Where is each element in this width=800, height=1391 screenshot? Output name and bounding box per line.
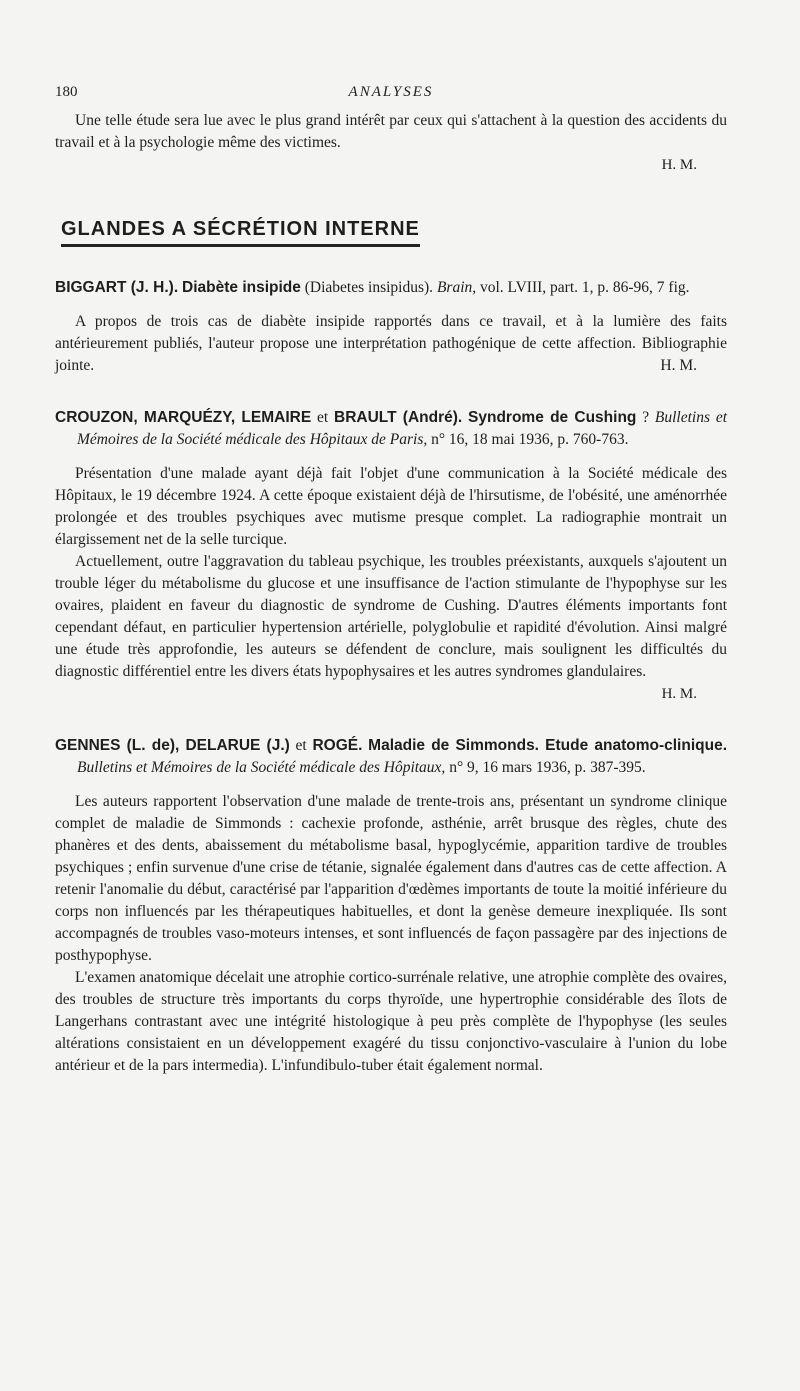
- reference-authors: GENNES (L. de), DELARUE (J.): [55, 737, 290, 754]
- reference-authors: BIGGART (J. H.).: [55, 279, 179, 296]
- reference: [55, 735, 727, 779]
- reference-authors-2: BRAULT (André).: [334, 409, 463, 426]
- intro-paragraph: Une telle étude sera lue avec le plus grand intérêt par ceux qui s'attachent à la question des accidents du travail et à la psychologie même des victimes.: [55, 112, 727, 151]
- review-paragraph: Présentation d'une malade ayant déjà fait l'objet d'une communication à la Société médicale des Hôpitaux, le 19 décembre 1924. A cette époque existaient déjà de l'hirsutisme, de l'obésité, une aménorrhée prolongée et des troubles psychiques avec mutisme presque complet. La radiographie montrait un élargissement net de la selle turcique.: [55, 465, 727, 548]
- reference-citation: vol. LVIII, part. 1, p. 86-96, 7 fig.: [476, 279, 690, 296]
- running-title: ANALYSES: [348, 84, 434, 100]
- reference-citation: n° 16, 18 mai 1936, p. 760-763.: [427, 431, 629, 448]
- page: [55, 84, 727, 1077]
- review-entry-gennes: [55, 735, 727, 1077]
- reference-journal: Brain,: [436, 279, 477, 296]
- reference: [55, 407, 727, 451]
- section-title: GLANDES A SÉCRÉTION INTERNE: [61, 218, 420, 247]
- reference-journal: Bulletins et Mémoires de la Société médicale des Hôpitaux,: [77, 759, 446, 776]
- reference-authors: CROUZON, MARQUÉZY, LEMAIRE: [55, 409, 312, 426]
- review-paragraph: A propos de trois cas de diabète insipide rapportés dans ce travail, et à la lumière des faits antérieurement publiés, l'auteur propose une interprétation pathogénique de cette affection. Bibliographie jointe. H. M.: [55, 311, 727, 377]
- review-paragraph: Les auteurs rapportent l'observation d'une malade de trente-trois ans, présentant un syndrome clinique complet de maladie de Simmonds : cachexie profonde, asthénie, arrêt brusque des règles, chute des phanères et des dents, abaissement du métabolisme basal, hypoglycémie, apparition tardive de troubles psychiques ; enfin survenue d'une crise de tétanie, signalée également dans d'autres cas de cette affection. A retenir l'anomalie du début, caractérisé par l'apparition d'œdèmes importants de toute la moitié inférieure du corps non influencés par les thérapeutiques habituelles, et dont la genèse demeure inexpliquée. Ils sont accompagnés de troubles vaso-moteurs intenses, et sont influencés de façon passagère par des injections de posthypophyse.: [55, 793, 727, 964]
- review-signature: H. M.: [661, 686, 697, 702]
- review-entry-crouzon: [55, 407, 727, 705]
- reference-authors-and: et: [289, 737, 313, 754]
- review-signature: H. M.: [660, 357, 697, 374]
- reference: [55, 277, 727, 299]
- reference-title: Diabète insipide: [182, 279, 301, 296]
- running-head: [55, 84, 727, 110]
- reference-authors-2: ROGÉ.: [312, 737, 363, 754]
- review-paragraph: Actuellement, outre l'aggravation du tableau psychique, les troubles préexistants, auxquels s'ajoutent un trouble léger du métabolisme du glucose et une insuffisance de l'action stimulante de l'hypophyse sur les ovaires, plaident en faveur du diagnostic de syndrome de Cushing. D'autres éléments importants font cependant défaut, en particulier hypertension artérielle, polyglobulie et rapidité d'évolution. Ainsi malgré une étude très approfondie, les auteurs se défendent de conclure, mais soulignent les difficultés du diagnostic différentiel entre les divers états hypophysaires et les autres syndromes glandulaires.: [55, 553, 727, 680]
- review-paragraph: L'examen anatomique décelait une atrophie cortico-surrénale relative, une atrophie complète des ovaires, des troubles de structure très importants du corps thyroïde, une hypertrophie considérable des îlots de Langerhans contrastant avec une intégrité histologique à peu près complète de l'hypophyse (les seules altérations consistaient en un développement exagéré du tissu conjonctivo-vasculaire à l'union du lobe antérieur et de la pars intermedia). L'infundibulo-tuber était également normal.: [55, 969, 727, 1074]
- intro-signature: H. M.: [661, 157, 697, 173]
- reference-subtitle: (Diabetes insipidus).: [300, 279, 437, 296]
- review-entry-biggart: [55, 277, 727, 377]
- reference-title: Syndrome de Cushing: [468, 409, 637, 426]
- reference-subtitle: ?: [636, 409, 655, 426]
- page-number: 180: [55, 84, 78, 100]
- reference-journal: Bulletins et Mémoires de la Société médicale des Hôpitaux de Paris,: [77, 409, 728, 448]
- reference-citation: n° 9, 16 mars 1936, p. 387-395.: [445, 759, 646, 776]
- reference-authors-and: et: [311, 409, 334, 426]
- reference-title: Maladie de Simmonds. Etude anatomo-clinique.: [368, 737, 728, 754]
